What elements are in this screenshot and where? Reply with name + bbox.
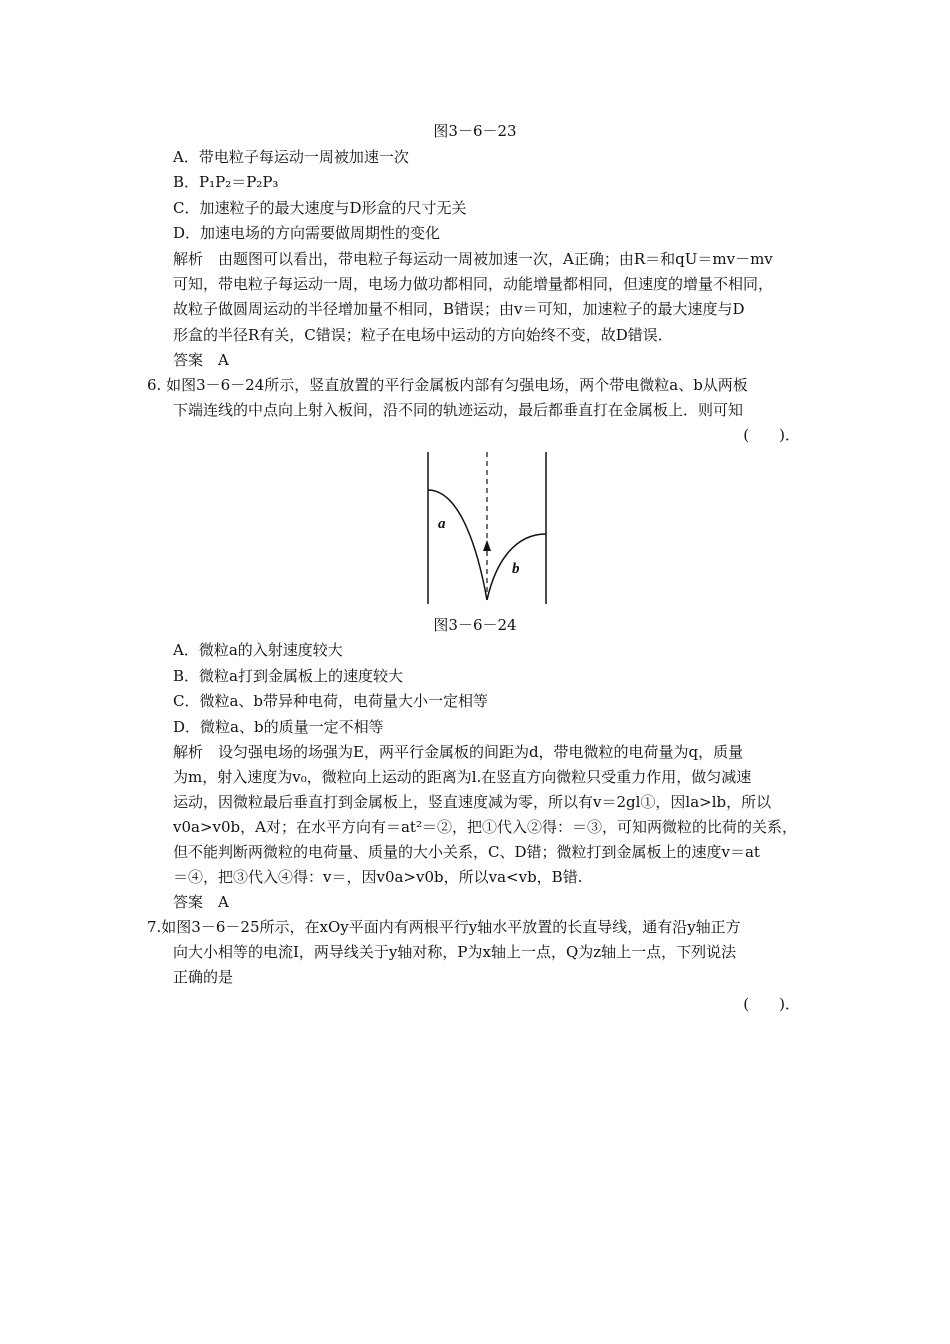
q5-answer: 答案 A <box>173 351 229 369</box>
q7-answer-blank: ( )． <box>743 995 800 1013</box>
arrow-up-icon <box>483 540 491 551</box>
q6-option-b: B．微粒a打到金属板上的速度较大 <box>173 667 403 685</box>
q6-analysis-line: 为m，射入速度为v₀，微粒向上运动的距离为l.在竖直方向微粒只受重力作用，做匀减速 <box>173 768 752 786</box>
label-b: b <box>512 561 520 577</box>
q6-analysis-line: 但不能判断两微粒的电荷量、质量的大小关系，C、D错；微粒打到金属板上的速度v＝at <box>173 843 760 861</box>
trajectory-a <box>428 490 487 600</box>
figure-caption-3-6-23: 图3－6－23 <box>433 122 517 140</box>
q6-stem-line: 6. 如图3－6－24所示，竖直放置的平行金属板内部有匀强电场，两个带电微粒a、b从两板 <box>147 376 748 394</box>
label-a: a <box>438 516 446 532</box>
q5-analysis-line: 可知，带电粒子每运动一周，电场力做功都相同，动能增量都相同，但速度的增量不相同， <box>173 275 774 293</box>
q7-stem-line: 向大小相等的电流I，两导线关于y轴对称，P为x轴上一点，Q为z轴上一点，下列说法 <box>173 943 737 961</box>
figure-caption-3-6-24: 图3－6－24 <box>433 616 517 634</box>
q5-option-a: A．带电粒子每运动一周被加速一次 <box>173 148 409 166</box>
q5-option-d: D．加速电场的方向需要做周期性的变化 <box>173 224 441 242</box>
q6-analysis-line: v0a>v0b，A对；在水平方向有＝at²＝②，把①代入②得：＝③，可知两微粒的比荷的关系， <box>173 818 797 836</box>
q6-option-c: C．微粒a、b带异种电荷，电荷量大小一定相等 <box>173 692 489 710</box>
q6-option-a: A．微粒a的入射速度较大 <box>173 641 343 659</box>
q6-analysis-line: 解析 设匀强电场的场强为E，两平行金属板的间距为d，带电微粒的电荷量为q，质量 <box>173 743 744 761</box>
q5-analysis-line: 形盒的半径R有关，C错误；粒子在电场中运动的方向始终不变，故D错误． <box>173 326 673 344</box>
q6-option-d: D．微粒a、b的质量一定不相等 <box>173 718 384 736</box>
q7-stem-line: 7.如图3－6－25所示，在xOy平面内有两根平行y轴水平放置的长直导线，通有沿y轴正方 <box>147 918 741 936</box>
q6-stem-line: 下端连线的中点向上射入板间，沿不同的轨迹运动，最后都垂直打在金属板上．则可知 <box>173 401 744 419</box>
q5-option-b: B．P₁P₂＝P₂P₃ <box>173 173 279 191</box>
q5-analysis-line: 故粒子做圆周运动的半径增加量不相同，B错误；由v＝可知，加速粒子的最大速度与D <box>173 300 745 318</box>
q7-stem-line: 正确的是 <box>173 968 234 986</box>
q6-analysis-line: 运动，因微粒最后垂直打到金属板上，竖直速度减为零，所以有v＝2gl①，因la>lb，所以 <box>173 793 772 811</box>
q6-analysis-line: ＝④，把③代入④得：v＝，因v0a>v0b，所以va<vb，B错. <box>173 868 583 886</box>
q6-answer: 答案 A <box>173 893 229 911</box>
q5-option-c: C．加速粒子的最大速度与D形盒的尺寸无关 <box>173 199 467 217</box>
q5-analysis-line: 解析 由题图可以看出，带电粒子每运动一周被加速一次，A正确；由R＝和qU＝mv－mv <box>173 250 773 268</box>
q6-answer-blank: ( )． <box>743 426 800 444</box>
figure-parallel-plates <box>420 450 555 610</box>
